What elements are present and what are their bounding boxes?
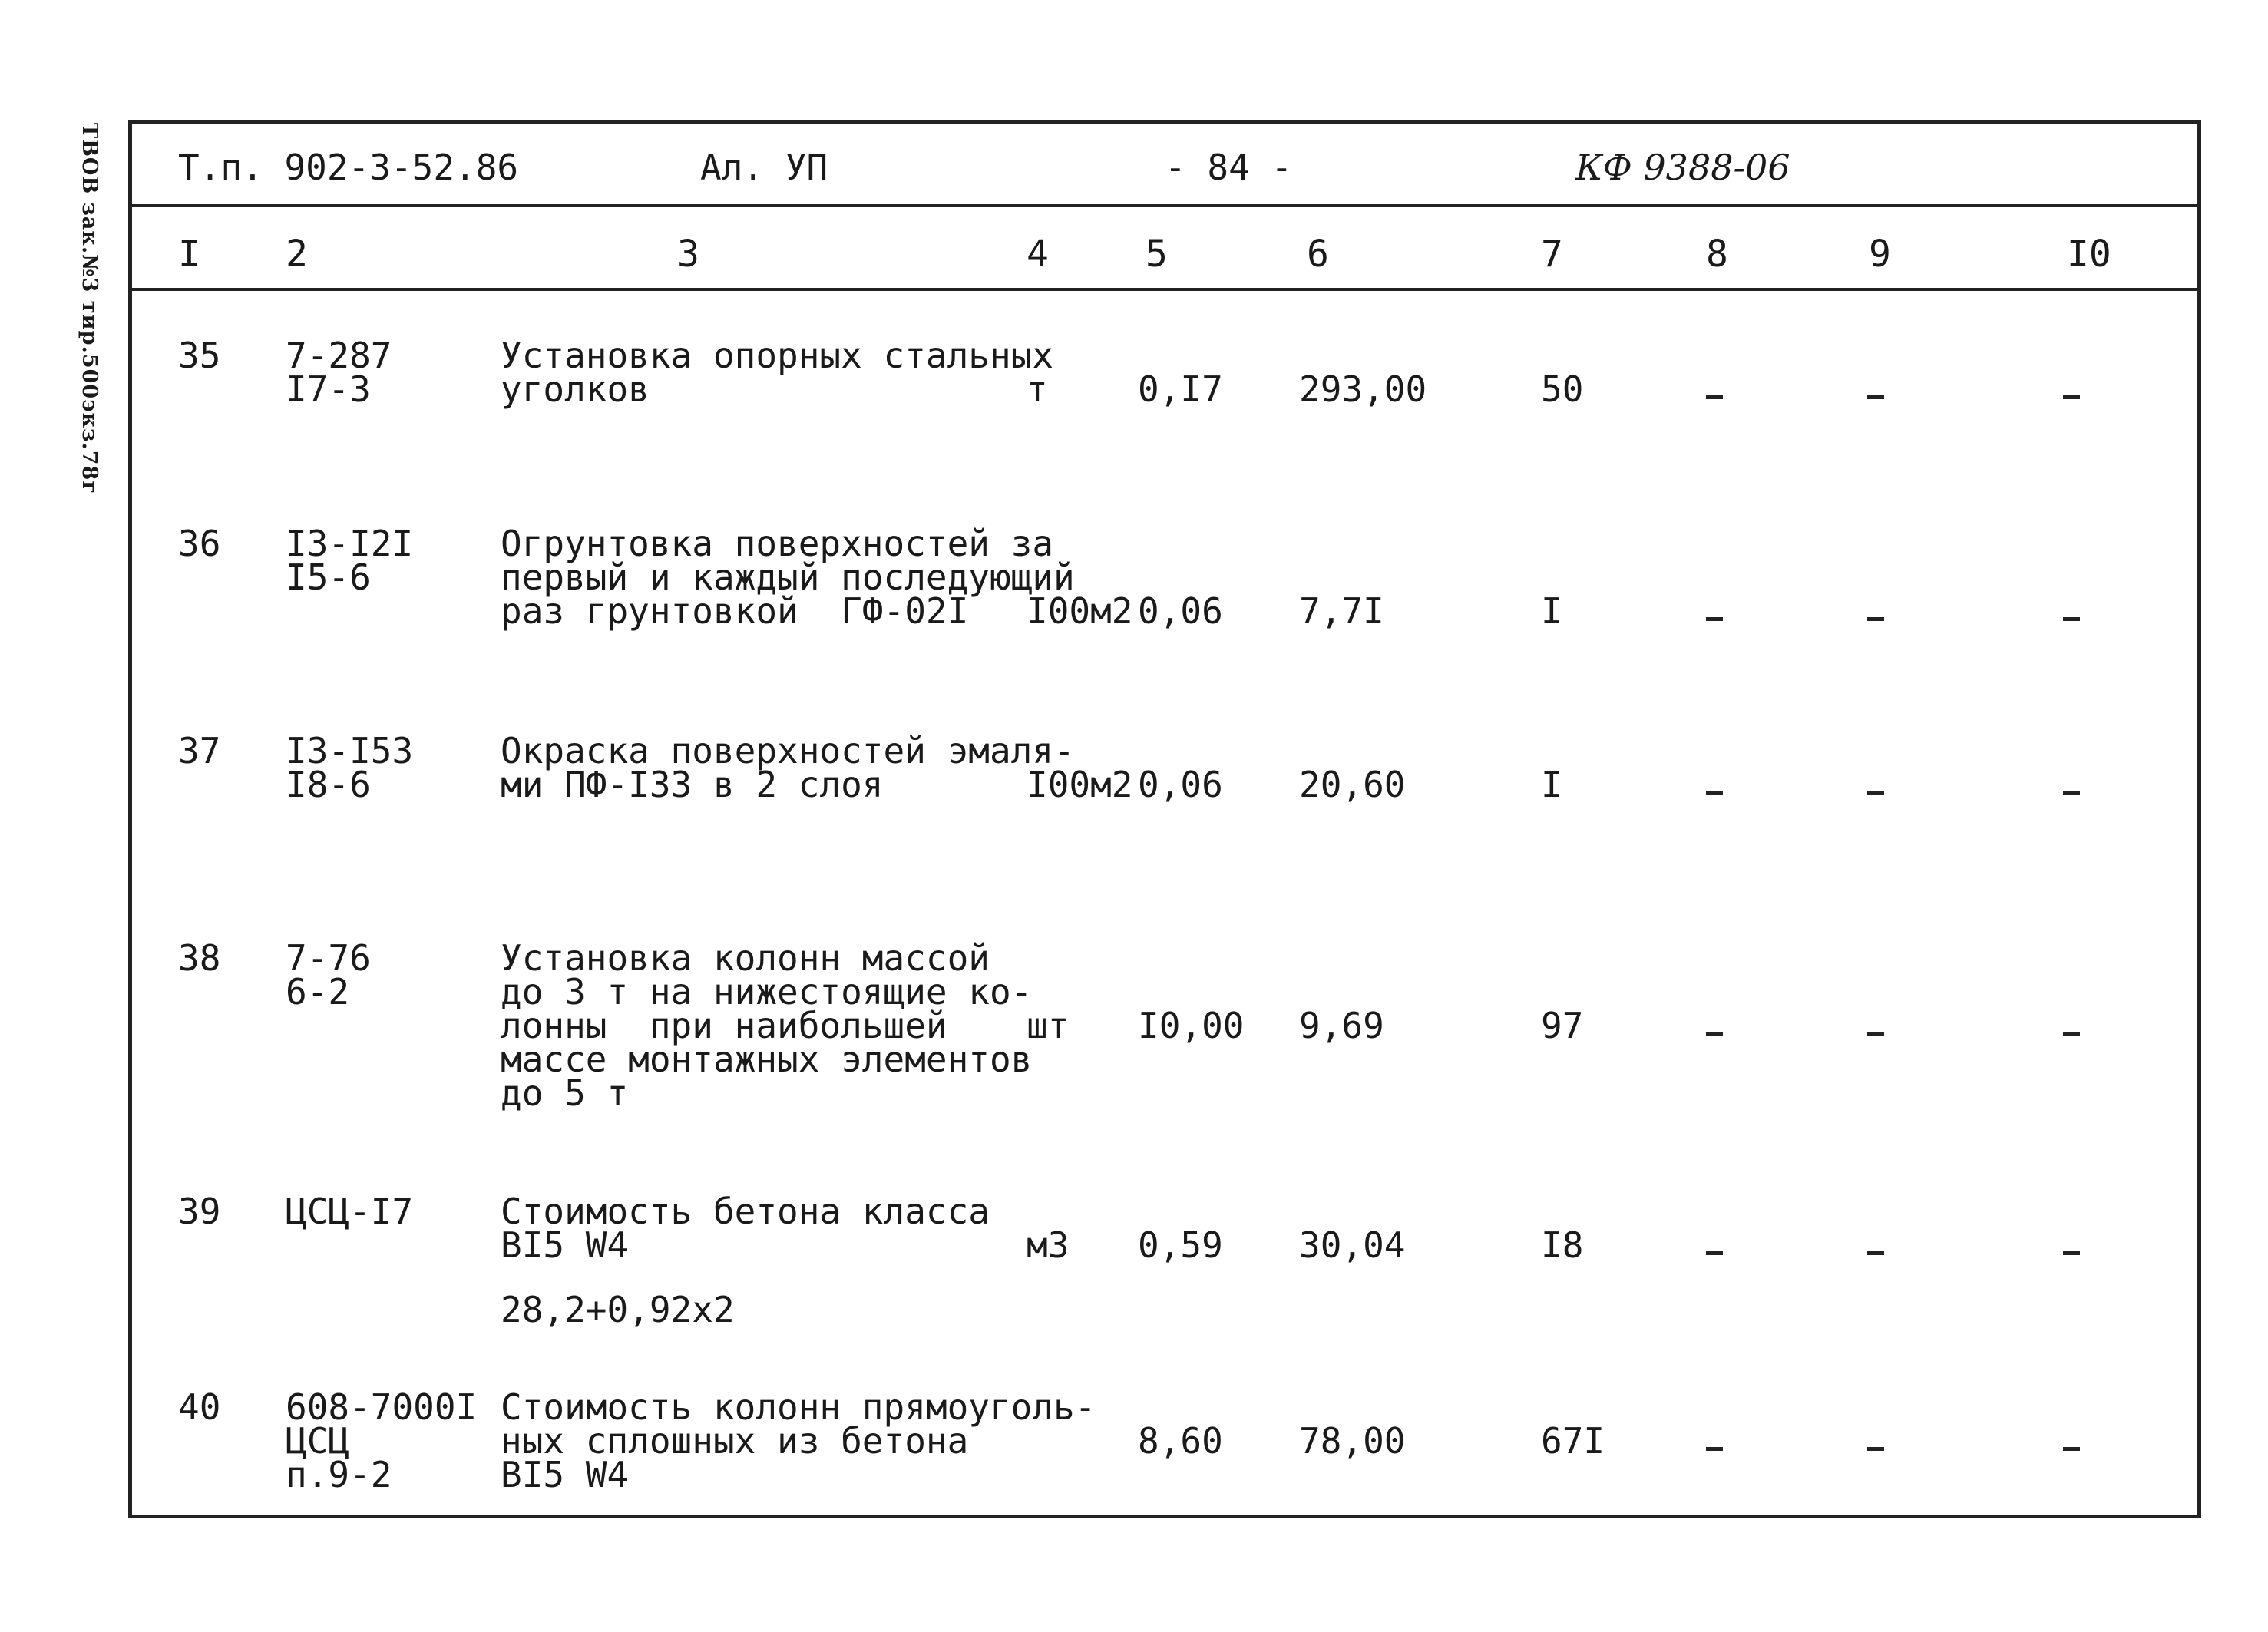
row-unit: т [1027,368,1048,410]
row-empty-c9 [1867,395,1884,399]
row-code: 608-7000I [286,1386,478,1428]
row-empty-c10 [2063,791,2080,795]
row-calculation: 28,2+0,92х2 [501,1289,735,1330]
row-description: ми ПФ-I33 в 2 слоя [501,764,884,805]
row-empty-c10 [2063,617,2080,621]
row-empty-c10 [2063,1032,2080,1036]
header-album: Ал. УП [700,147,828,188]
row-quantity: I0,00 [1138,1005,1245,1046]
column-number-10: I0 [2067,233,2111,276]
row-code: I3-I2I [286,523,414,564]
row-code: I8-6 [286,764,371,805]
row-quantity: 8,60 [1138,1420,1223,1462]
row-description: первый и каждый последующий [501,557,1075,598]
row-description: Стоимость колонн прямоуголь- [501,1386,1096,1428]
row-description: Окраска поверхностей эмаля- [501,730,1075,771]
row-description: лонны при наибольшей [501,1005,947,1046]
column-numbers-divider [132,288,2197,291]
row-description: Установка колонн массой [501,937,990,979]
row-description: Огрунтовка поверхностей за [501,523,1054,564]
column-number-5: 5 [1146,233,1168,276]
row-empty-c8 [1706,617,1723,621]
row-description: массе монтажных элементов [501,1039,1033,1080]
row-unit: м3 [1027,1224,1070,1266]
row-total: 67I [1541,1420,1605,1462]
row-description: ных сплошных из бетона [501,1420,969,1462]
row-total: 97 [1541,1005,1584,1046]
row-total: I [1541,764,1562,805]
row-code: ЦСЦ [286,1420,350,1462]
row-description: до 3 т на нижестоящие ко- [501,971,1033,1013]
row-code: I3-I53 [286,730,414,771]
row-code: 6-2 [286,971,350,1013]
row-unit: шт [1027,1005,1070,1046]
row-code: I7-3 [286,368,371,410]
row-unit: I00м2 [1027,764,1133,805]
row-empty-c10 [2063,395,2080,399]
row-code: п.9-2 [286,1454,392,1495]
row-description: до 5 т [501,1072,629,1114]
row-empty-c8 [1706,1251,1723,1255]
row-empty-c8 [1706,1032,1723,1036]
row-description: Стоимость бетона класса [501,1191,990,1232]
document-frame [128,120,2201,1518]
row-code: 7-76 [286,937,371,979]
row-description: BI5 W4 [501,1224,629,1266]
row-empty-c8 [1706,791,1723,795]
row-empty-c9 [1867,1032,1884,1036]
row-unit-price: 293,00 [1299,368,1427,410]
row-description: Установка опорных стальных [501,335,1054,376]
column-number-4: 4 [1027,233,1049,276]
row-description: раз грунтовкой ГФ-02I [501,590,969,632]
header-page-number: - 84 - [1165,147,1293,188]
column-number-7: 7 [1541,233,1563,276]
column-number-6: 6 [1307,233,1329,276]
row-empty-c9 [1867,617,1884,621]
print-run-stamp-text: ТВОВ зак.№3 тир.500экз.78г [78,123,101,494]
column-number-8: 8 [1706,233,1728,276]
row-description: уголков [501,368,650,410]
row-unit: I00м2 [1027,590,1133,632]
row-total: I [1541,590,1562,632]
row-unit-price: 9,69 [1299,1005,1384,1046]
row-total: I8 [1541,1224,1584,1266]
row-quantity: 0,59 [1138,1224,1223,1266]
column-number-2: 2 [286,233,308,276]
row-number: 36 [178,523,221,564]
row-empty-c8 [1706,1447,1723,1451]
row-number: 39 [178,1191,221,1232]
row-description: BI5 W4 [501,1454,629,1495]
header-code: КФ 9388-06 [1575,147,1790,188]
row-total: 50 [1541,368,1584,410]
column-number-1: I [178,233,200,276]
row-empty-c9 [1867,791,1884,795]
row-unit-price: 30,04 [1299,1224,1406,1266]
row-number: 38 [178,937,221,979]
column-number-9: 9 [1869,233,1891,276]
row-unit-price: 20,60 [1299,764,1406,805]
row-empty-c10 [2063,1251,2080,1255]
row-empty-c8 [1706,395,1723,399]
column-number-3: 3 [677,233,699,276]
row-quantity: 0,I7 [1138,368,1223,410]
row-code: I5-6 [286,557,371,598]
row-empty-c9 [1867,1251,1884,1255]
print-run-stamp [68,123,101,522]
header-project [178,147,518,188]
row-empty-c9 [1867,1447,1884,1451]
row-quantity: 0,06 [1138,764,1223,805]
row-number: 37 [178,730,221,771]
row-code: ЦСЦ-I7 [286,1191,414,1232]
header-divider [132,204,2197,207]
row-empty-c10 [2063,1447,2080,1451]
row-number: 35 [178,335,221,376]
row-unit-price: 78,00 [1299,1420,1406,1462]
row-code: 7-287 [286,335,392,376]
row-number: 40 [178,1386,221,1428]
row-quantity: 0,06 [1138,590,1223,632]
row-unit-price: 7,7I [1299,590,1384,632]
header-project-text: Т.п. 902-3-52.86 [178,147,519,188]
